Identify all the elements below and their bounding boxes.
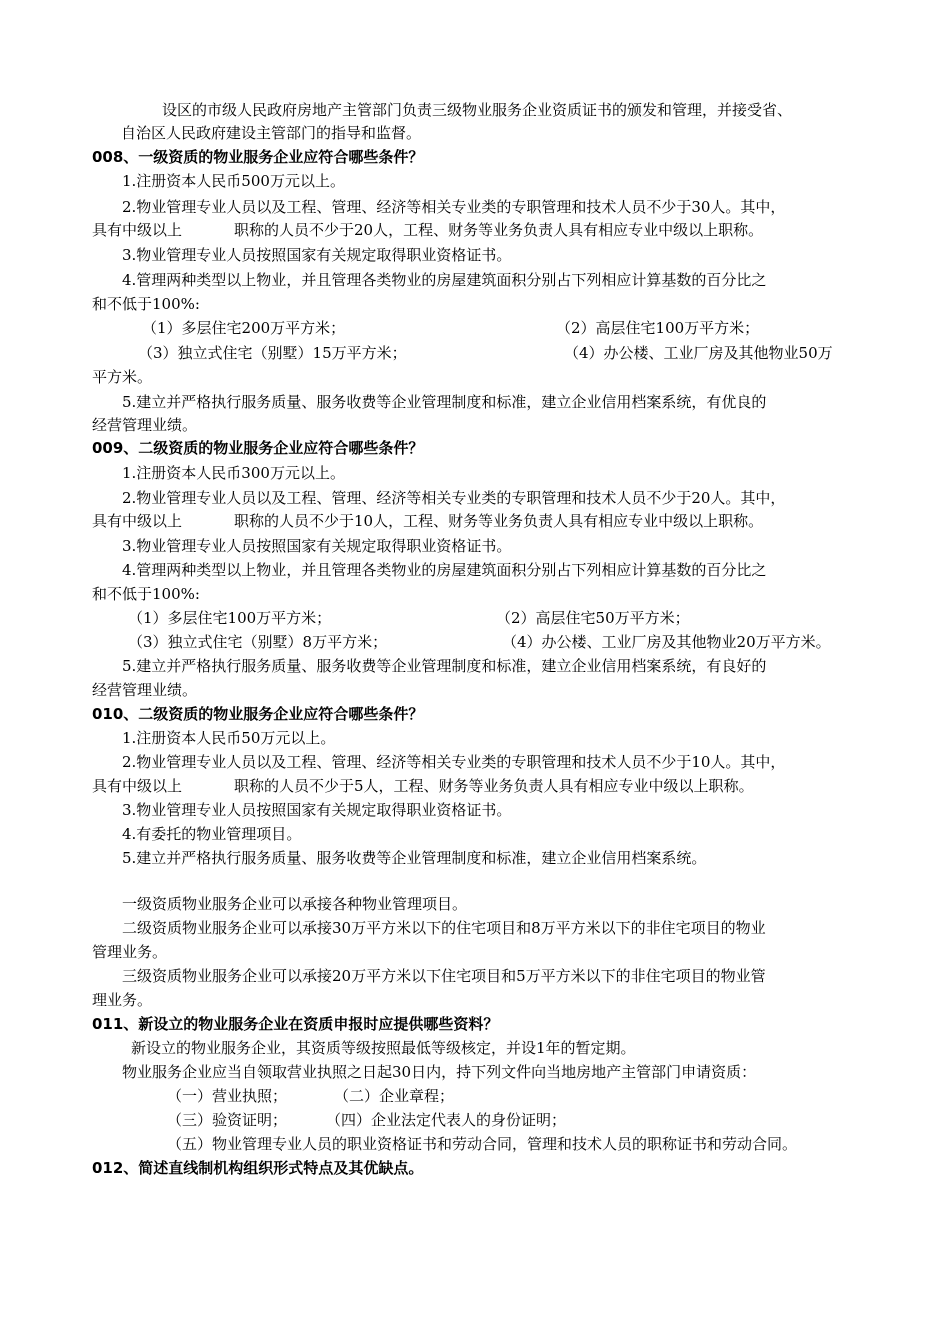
paragraph-line: 新设立的物业服务企业，其资质等级按照最低等级核定，并设1年的暂定期。 bbox=[131, 1039, 636, 1057]
list-item: 1.注册资本人民币300万元以上。 bbox=[122, 464, 345, 482]
paragraph-line: 二级资质物业服务企业可以承接30万平方米以下的住宅项目和8万平方米以下的非住宅项目的物业 bbox=[122, 919, 766, 937]
list-item-continuation bbox=[92, 775, 872, 797]
text-span: 具有中级以上 bbox=[92, 221, 183, 239]
text-span: 职称的人员不少于10人，工程、财务等业务负责人具有相应专业中级以上职称。 bbox=[234, 512, 764, 530]
paragraph-line: 理业务。 bbox=[92, 991, 153, 1009]
paragraph-line: 管理业务。 bbox=[92, 943, 168, 961]
sub-item: （一）营业执照； bbox=[167, 1087, 288, 1105]
list-item-continuation: 和不低于100%: bbox=[92, 585, 200, 603]
sub-item: （4）办公楼、工业厂房及其他物业50万 bbox=[564, 344, 833, 362]
section-heading-012: 012、简述直线制机构组织形式特点及其优缺点。 bbox=[92, 1159, 424, 1177]
list-item: 1.注册资本人民币500万元以上。 bbox=[122, 172, 345, 190]
list-item: 1.注册资本人民币50万元以上。 bbox=[122, 729, 336, 747]
list-item: 5.建立并严格执行服务质量、服务收费等企业管理制度和标准，建立企业信用档案系统，有优良的 bbox=[122, 393, 767, 411]
sub-item: （4）办公楼、工业厂房及其他物业20万平方米。 bbox=[502, 633, 831, 651]
sub-item: （三）验资证明； bbox=[167, 1111, 288, 1129]
text-span: 职称的人员不少于5人，工程、财务等业务负责人具有相应专业中级以上职称。 bbox=[234, 777, 754, 795]
section-heading-008: 008、一级资质的物业服务企业应符合哪些条件？ bbox=[92, 148, 424, 166]
list-item: 3.物业管理专业人员按照国家有关规定取得职业资格证书。 bbox=[122, 537, 512, 555]
sub-item: （1）多层住宅200万平方米； bbox=[142, 319, 346, 337]
list-item-continuation bbox=[92, 510, 872, 532]
list-item: 3.物业管理专业人员按照国家有关规定取得职业资格证书。 bbox=[122, 246, 512, 264]
list-item: 2.物业管理专业人员以及工程、管理、经济等相关专业类的专职管理和技术人员不少于20人。其中， bbox=[122, 489, 786, 507]
paragraph-line: 设区的市级人民政府房地产主管部门负责三级物业服务企业资质证书的颁发和管理，并接受省、 bbox=[162, 101, 793, 119]
list-item-continuation: 和不低于100%: bbox=[92, 295, 200, 313]
sub-item: （2）高层住宅100万平方米； bbox=[556, 319, 760, 337]
paragraph-line: 一级资质物业服务企业可以承接各种物业管理项目。 bbox=[122, 895, 468, 913]
list-item-continuation: 经营管理业绩。 bbox=[92, 681, 198, 699]
sub-item: （3）独立式住宅（别墅）15万平方米； bbox=[138, 344, 407, 362]
text-span: 具有中级以上 bbox=[92, 512, 183, 530]
list-item: 4.有委托的物业管理项目。 bbox=[122, 825, 302, 843]
list-item: 5.建立并严格执行服务质量、服务收费等企业管理制度和标准，建立企业信用档案系统，有良好的 bbox=[122, 657, 767, 675]
list-item: 4.管理两种类型以上物业，并且管理各类物业的房屋建筑面积分别占下列相应计算基数的百分比之 bbox=[122, 271, 767, 289]
sub-item: （五）物业管理专业人员的职业资格证书和劳动合同，管理和技术人员的职称证书和劳动合同。 bbox=[167, 1135, 798, 1153]
list-item: 5.建立并严格执行服务质量、服务收费等企业管理制度和标准，建立企业信用档案系统。 bbox=[122, 849, 707, 867]
sub-item: （四）企业法定代表人的身份证明； bbox=[326, 1111, 567, 1129]
text-span: 具有中级以上 bbox=[92, 777, 183, 795]
section-heading-009: 009、二级资质的物业服务企业应符合哪些条件？ bbox=[92, 439, 424, 457]
list-item-continuation bbox=[92, 219, 872, 241]
list-item: 2.物业管理专业人员以及工程、管理、经济等相关专业类的专职管理和技术人员不少于30人。其中， bbox=[122, 198, 786, 216]
text-span: 职称的人员不少于20人，工程、财务等业务负责人具有相应专业中级以上职称。 bbox=[234, 221, 764, 239]
list-item-continuation: 经营管理业绩。 bbox=[92, 416, 198, 434]
section-heading-011: 011、新设立的物业服务企业在资质申报时应提供哪些资料？ bbox=[92, 1015, 499, 1033]
sub-item-continuation: 平方米。 bbox=[92, 368, 153, 386]
list-item: 4.管理两种类型以上物业，并且管理各类物业的房屋建筑面积分别占下列相应计算基数的百分比之 bbox=[122, 561, 767, 579]
list-item: 2.物业管理专业人员以及工程、管理、经济等相关专业类的专职管理和技术人员不少于10人。其中， bbox=[122, 753, 786, 771]
sub-item: （2）高层住宅50万平方米； bbox=[496, 609, 690, 627]
sub-item: （二）企业章程； bbox=[334, 1087, 455, 1105]
paragraph-line: 三级资质物业服务企业可以承接20万平方米以下住宅项目和5万平方米以下的非住宅项目的物业管 bbox=[122, 967, 766, 985]
list-item: 3.物业管理专业人员按照国家有关规定取得职业资格证书。 bbox=[122, 801, 512, 819]
paragraph-line: 物业服务企业应当自领取营业执照之日起30日内，持下列文件向当地房地产主管部门申请资质： bbox=[122, 1063, 757, 1081]
sub-item: （3）独立式住宅（别墅）8万平方米； bbox=[128, 633, 388, 651]
paragraph-line: 自治区人民政府建设主管部门的指导和监督。 bbox=[121, 124, 422, 142]
sub-item: （1）多层住宅100万平方米； bbox=[128, 609, 332, 627]
section-heading-010: 010、二级资质的物业服务企业应符合哪些条件？ bbox=[92, 705, 424, 723]
